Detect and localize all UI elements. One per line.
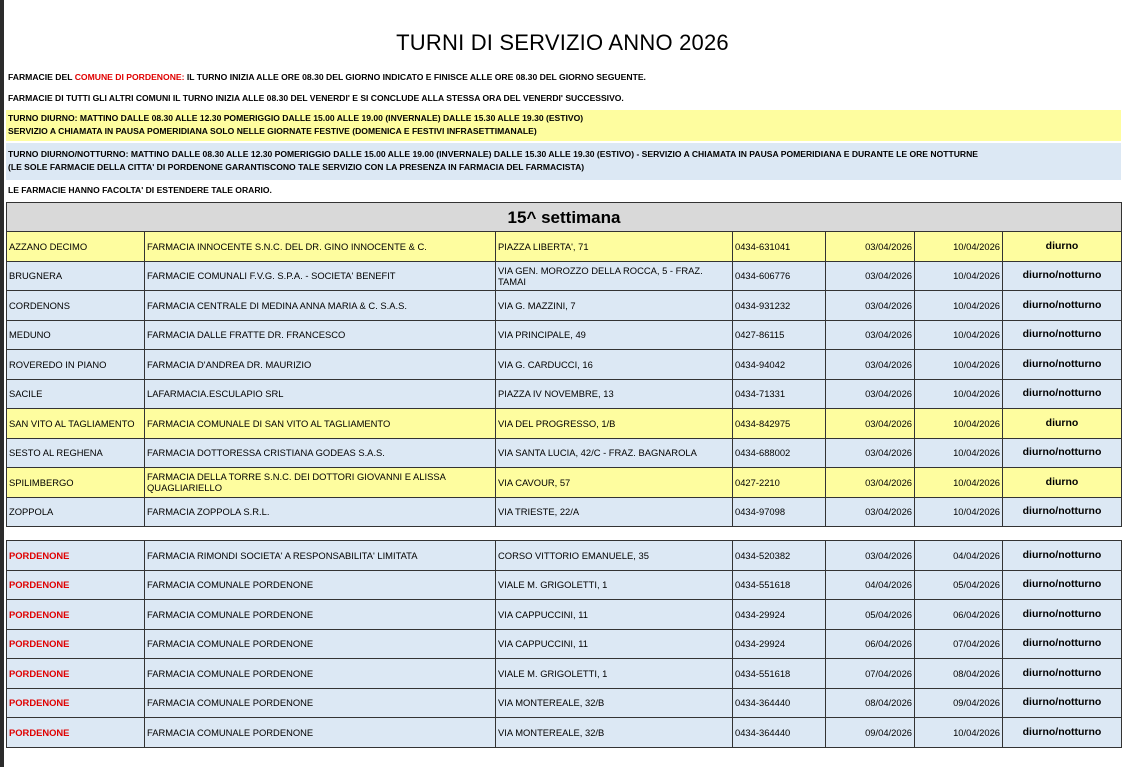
phone-cell: 0427-2210 [733, 468, 826, 498]
province-shifts-table [6, 202, 1122, 527]
note-notturno-line1: TURNO DIURNO/NOTTURNO: MATTINO DALLE 08.30 ALLE 12.30 POMERIGGIO DALLE 15.00 ALLE 19.00 (INVERNALE) DALLE 15.30 ALLE 19.30 (ESTIVO) - SERVIZIO A CHIAMATA IN PAUSA POMERIDIANA E DURANTE LE ORE NOTTURNE [8, 149, 979, 159]
phone-cell: 0434-97098 [733, 497, 826, 527]
shift-type-cell: diurno [1003, 232, 1122, 262]
note-diurno-notturno [6, 143, 1121, 180]
pharmacy-name-cell: FARMACIA COMUNALE PORDENONE [145, 718, 496, 748]
address-cell: VIA DEL PROGRESSO, 1/B [496, 409, 733, 439]
city-cell: AZZANO DECIMO [7, 232, 145, 262]
phone-cell: 0434-551618 [733, 570, 826, 600]
city-cell: PORDENONE [7, 718, 145, 748]
start-date-cell: 04/04/2026 [826, 570, 915, 600]
table-row [7, 570, 1122, 600]
shift-type-cell: diurno/notturno [1003, 350, 1122, 380]
end-date-cell: 08/04/2026 [915, 659, 1003, 689]
city-cell: ROVEREDO IN PIANO [7, 350, 145, 380]
address-cell: VIA CAPPUCCINI, 11 [496, 629, 733, 659]
week-header: 15^ settimana [7, 203, 1122, 232]
start-date-cell: 03/04/2026 [826, 320, 915, 350]
note-notturno-line2: (LE SOLE FARMACIE DELLA CITTA' DI PORDENONE GARANTISCONO TALE SERVIZIO CON LA PRESENZA IN FARMACIA DEL FARMACISTA) [8, 162, 585, 172]
start-date-cell: 03/04/2026 [826, 438, 915, 468]
shift-type-cell: diurno/notturno [1003, 261, 1122, 291]
city-cell: PORDENONE [7, 688, 145, 718]
table-row [7, 291, 1122, 321]
note-diurno-line2: SERVIZIO A CHIAMATA IN PAUSA POMERIDIANA SOLO NELLE GIORNATE FESTIVE (DOMENICA E FESTIVI INFRASETTIMANALE) [8, 126, 537, 136]
address-cell: PIAZZA IV NOVEMBRE, 13 [496, 379, 733, 409]
table-row [7, 541, 1122, 571]
city-cell: SAN VITO AL TAGLIAMENTO [7, 409, 145, 439]
address-cell: VIA GEN. MOROZZO DELLA ROCCA, 5 - FRAZ. TAMAI [496, 261, 733, 291]
end-date-cell: 09/04/2026 [915, 688, 1003, 718]
start-date-cell: 03/04/2026 [826, 261, 915, 291]
pharmacy-name-cell: LAFARMACIA.ESCULAPIO SRL [145, 379, 496, 409]
shift-type-cell: diurno/notturno [1003, 379, 1122, 409]
city-cell: ZOPPOLA [7, 497, 145, 527]
end-date-cell: 10/04/2026 [915, 718, 1003, 748]
phone-cell: 0434-688002 [733, 438, 826, 468]
pharmacy-name-cell: FARMACIA RIMONDI SOCIETA' A RESPONSABILITA' LIMITATA [145, 541, 496, 571]
table-row [7, 438, 1122, 468]
note-text: FARMACIE DEL [8, 72, 75, 82]
end-date-cell: 10/04/2026 [915, 261, 1003, 291]
phone-cell: 0434-364440 [733, 688, 826, 718]
end-date-cell: 10/04/2026 [915, 320, 1003, 350]
address-cell: PIAZZA LIBERTA', 71 [496, 232, 733, 262]
start-date-cell: 06/04/2026 [826, 629, 915, 659]
end-date-cell: 10/04/2026 [915, 409, 1003, 439]
end-date-cell: 10/04/2026 [915, 438, 1003, 468]
shift-type-cell: diurno/notturno [1003, 629, 1122, 659]
address-cell: VIA CAVOUR, 57 [496, 468, 733, 498]
address-cell: CORSO VITTORIO EMANUELE, 35 [496, 541, 733, 571]
table-row [7, 600, 1122, 630]
start-date-cell: 05/04/2026 [826, 600, 915, 630]
shift-type-cell: diurno/notturno [1003, 570, 1122, 600]
table-row [7, 629, 1122, 659]
address-cell: VIA SANTA LUCIA, 42/C - FRAZ. BAGNAROLA [496, 438, 733, 468]
phone-cell: 0434-631041 [733, 232, 826, 262]
pharmacy-name-cell: FARMACIA DALLE FRATTE DR. FRANCESCO [145, 320, 496, 350]
phone-cell: 0434-551618 [733, 659, 826, 689]
phone-cell: 0434-520382 [733, 541, 826, 571]
phone-cell: 0434-29924 [733, 629, 826, 659]
pharmacy-name-cell: FARMACIA COMUNALE PORDENONE [145, 659, 496, 689]
start-date-cell: 03/04/2026 [826, 497, 915, 527]
phone-cell: 0434-94042 [733, 350, 826, 380]
shift-type-cell: diurno/notturno [1003, 718, 1122, 748]
city-cell: SPILIMBERGO [7, 468, 145, 498]
start-date-cell: 03/04/2026 [826, 350, 915, 380]
table-row [7, 261, 1122, 291]
end-date-cell: 07/04/2026 [915, 629, 1003, 659]
pharmacy-name-cell: FARMACIA COMUNALE PORDENONE [145, 570, 496, 600]
note-highlight: COMUNE DI PORDENONE: [74, 72, 185, 82]
city-cell: PORDENONE [7, 570, 145, 600]
address-cell: VIALE M. GRIGOLETTI, 1 [496, 570, 733, 600]
city-cell: MEDUNO [7, 320, 145, 350]
start-date-cell: 08/04/2026 [826, 688, 915, 718]
note-diurno [6, 110, 1121, 141]
shift-type-cell: diurno/notturno [1003, 438, 1122, 468]
note-extend-hours: LE FARMACIE HANNO FACOLTA' DI ESTENDERE TALE ORARIO. [7, 185, 272, 195]
pharmacy-name-cell: FARMACIE COMUNALI F.V.G. S.P.A. - SOCIETA' BENEFIT [145, 261, 496, 291]
address-cell: VIA MONTEREALE, 32/B [496, 688, 733, 718]
pharmacy-name-cell: FARMACIA DELLA TORRE S.N.C. DEI DOTTORI GIOVANNI E ALISSA QUAGLIARIELLO [145, 468, 496, 498]
shift-type-cell: diurno [1003, 409, 1122, 439]
table-row [7, 320, 1122, 350]
pordenone-shifts-table [6, 540, 1122, 748]
phone-cell: 0434-842975 [733, 409, 826, 439]
shift-type-cell: diurno/notturno [1003, 320, 1122, 350]
start-date-cell: 03/04/2026 [826, 232, 915, 262]
table-row [7, 468, 1122, 498]
shift-type-cell: diurno/notturno [1003, 659, 1122, 689]
start-date-cell: 03/04/2026 [826, 541, 915, 571]
shift-type-cell: diurno/notturno [1003, 497, 1122, 527]
start-date-cell: 03/04/2026 [826, 291, 915, 321]
city-cell: PORDENONE [7, 600, 145, 630]
start-date-cell: 09/04/2026 [826, 718, 915, 748]
table-row [7, 350, 1122, 380]
address-cell: VIA TRIESTE, 22/A [496, 497, 733, 527]
address-cell: VIA G. CARDUCCI, 16 [496, 350, 733, 380]
note-diurno-line1: TURNO DIURNO: MATTINO DALLE 08.30 ALLE 12.30 POMERIGGIO DALLE 15.00 ALLE 19.00 (INVERNALE) DALLE 15.30 ALLE 19.30 (ESTIVO) [8, 113, 584, 123]
shift-type-cell: diurno [1003, 468, 1122, 498]
pharmacy-name-cell: FARMACIA COMUNALE DI SAN VITO AL TAGLIAMENTO [145, 409, 496, 439]
end-date-cell: 06/04/2026 [915, 600, 1003, 630]
table-row [7, 379, 1122, 409]
shift-type-cell: diurno/notturno [1003, 291, 1122, 321]
address-cell: VIA G. MAZZINI, 7 [496, 291, 733, 321]
pharmacy-name-cell: FARMACIA D'ANDREA DR. MAURIZIO [145, 350, 496, 380]
end-date-cell: 10/04/2026 [915, 232, 1003, 262]
start-date-cell: 03/04/2026 [826, 468, 915, 498]
city-cell: PORDENONE [7, 629, 145, 659]
table-row [7, 659, 1122, 689]
end-date-cell: 10/04/2026 [915, 497, 1003, 527]
address-cell: VIA CAPPUCCINI, 11 [496, 600, 733, 630]
end-date-cell: 10/04/2026 [915, 379, 1003, 409]
table-row [7, 232, 1122, 262]
window-edge [0, 0, 4, 767]
start-date-cell: 03/04/2026 [826, 409, 915, 439]
end-date-cell: 10/04/2026 [915, 291, 1003, 321]
table-row [7, 409, 1122, 439]
address-cell: VIA PRINCIPALE, 49 [496, 320, 733, 350]
phone-cell: 0434-606776 [733, 261, 826, 291]
city-cell: BRUGNERA [7, 261, 145, 291]
phone-cell: 0434-931232 [733, 291, 826, 321]
phone-cell: 0434-71331 [733, 379, 826, 409]
pharmacy-name-cell: FARMACIA COMUNALE PORDENONE [145, 688, 496, 718]
pharmacy-name-cell: FARMACIA CENTRALE DI MEDINA ANNA MARIA & C. S.A.S. [145, 291, 496, 321]
start-date-cell: 03/04/2026 [826, 379, 915, 409]
phone-cell: 0434-29924 [733, 600, 826, 630]
table-row [7, 688, 1122, 718]
pharmacy-name-cell: FARMACIA COMUNALE PORDENONE [145, 600, 496, 630]
phone-cell: 0427-86115 [733, 320, 826, 350]
shift-type-cell: diurno/notturno [1003, 541, 1122, 571]
address-cell: VIALE M. GRIGOLETTI, 1 [496, 659, 733, 689]
table-row [7, 497, 1122, 527]
end-date-cell: 04/04/2026 [915, 541, 1003, 571]
note-pordenone [6, 71, 1121, 84]
shift-type-cell: diurno/notturno [1003, 688, 1122, 718]
pharmacy-name-cell: FARMACIA ZOPPOLA S.R.L. [145, 497, 496, 527]
end-date-cell: 10/04/2026 [915, 350, 1003, 380]
start-date-cell: 07/04/2026 [826, 659, 915, 689]
shift-type-cell: diurno/notturno [1003, 600, 1122, 630]
city-cell: PORDENONE [7, 541, 145, 571]
city-cell: CORDENONS [7, 291, 145, 321]
pharmacy-name-cell: FARMACIA COMUNALE PORDENONE [145, 629, 496, 659]
pharmacy-name-cell: FARMACIA INNOCENTE S.N.C. DEL DR. GINO INNOCENTE & C. [145, 232, 496, 262]
end-date-cell: 10/04/2026 [915, 468, 1003, 498]
end-date-cell: 05/04/2026 [915, 570, 1003, 600]
phone-cell: 0434-364440 [733, 718, 826, 748]
address-cell: VIA MONTEREALE, 32/B [496, 718, 733, 748]
pharmacy-name-cell: FARMACIA DOTTORESSA CRISTIANA GODEAS S.A.S. [145, 438, 496, 468]
city-cell: PORDENONE [7, 659, 145, 689]
table-row [7, 718, 1122, 748]
city-cell: SACILE [7, 379, 145, 409]
note-text: IL TURNO INIZIA ALLE ORE 08.30 DEL GIORNO INDICATO E FINISCE ALLE ORE 08.30 DEL GIORNO SEGUENTE. [184, 72, 646, 82]
note-other-comuni: FARMACIE DI TUTTI GLI ALTRI COMUNI IL TURNO INIZIA ALLE 08.30 DEL VENERDI' E SI CONCLUDE ALLA STESSA ORA DEL VENERDI' SUCCESSIVO. [7, 93, 624, 103]
city-cell: SESTO AL REGHENA [7, 438, 145, 468]
page-title: TURNI DI SERVIZIO ANNO 2026 [396, 30, 729, 55]
